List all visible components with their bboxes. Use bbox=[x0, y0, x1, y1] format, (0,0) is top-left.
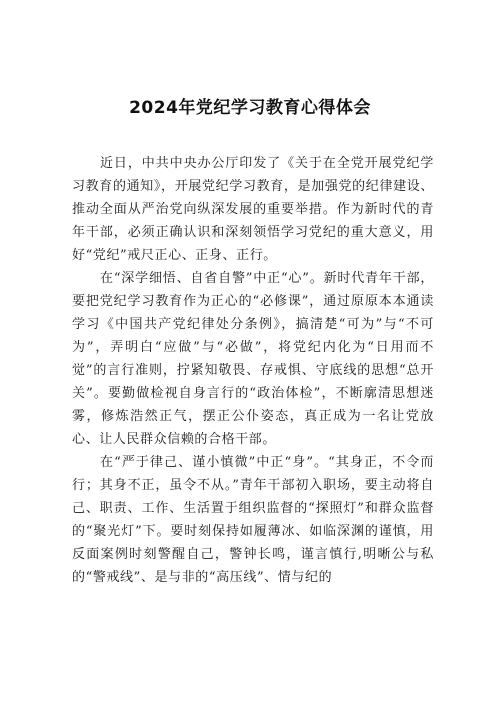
paragraph-body: 在“严于律己、谨小慎微”中正“身”。“其身正，不令而行；其身不正，虽令不从。”青年干部初入职场，要主动将自己、职责、工作、生活置于组织监督的“探照灯”和群众监督的“聚光灯”下。要时刻保持如履薄冰、如临深渊的谨慎，用反面案例时刻警醒自己，警钟长鸣，谨言慎行,明晰公与私的“警戒线”、是与非的“高压线”、情与纪的 bbox=[72, 455, 434, 585]
document-title: 2024年党纪学习教育心得体会 bbox=[129, 98, 371, 118]
document-body bbox=[72, 152, 434, 589]
paragraph-intro: 近日，中共中央办公厅印发了《关于在全党开展党纪学习教育的通知》，开展党纪学习教育，是加强党的纪律建设、推动全面从严治党向纵深发展的重要举措。作为新时代的青年干部，必须正确认识和深刻领悟学习党纪的重大意义，用好“党纪”戒尺正心、正身、正行。 bbox=[72, 156, 434, 263]
paragraph-heart: 在“深学细悟、自省自警”中正“心”。新时代青年干部，要把党纪学习教育作为正心的“必修课”，通过原原本本通读学习《中国共产党纪律处分条例》，搞清楚“可为”与“不可为”，弄明白“应做”与“必做”，将党纪内化为“日用而不觉”的言行准则，拧紧知敬畏、存戒惧、守底线的思想“总开关”。要勤做检视自身言行的“政治体检”，不断廓清思想迷雾，修炼浩然正气，摆正公仆姿态，真正成为一名让党放心、让人民群众信赖的合格干部。 bbox=[72, 271, 434, 447]
